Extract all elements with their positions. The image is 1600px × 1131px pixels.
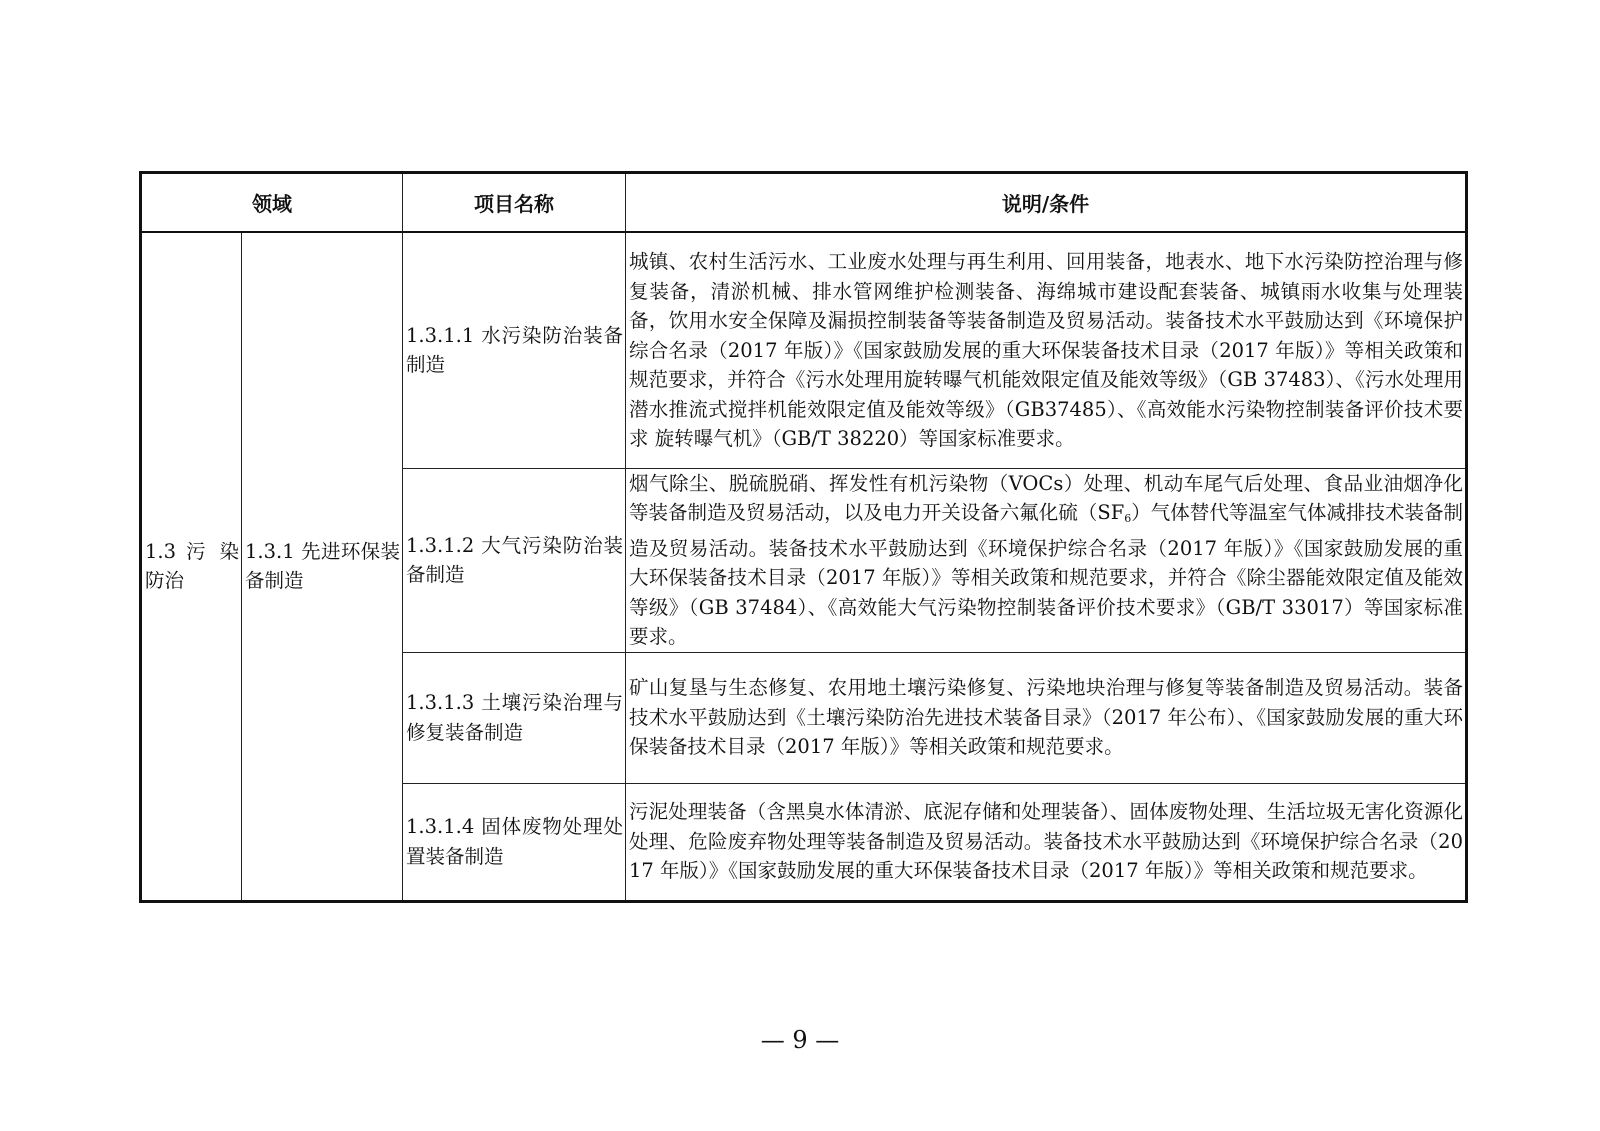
description-cell xyxy=(626,468,1467,652)
description-text-part2: ）气体替代等温室气体减排技术装备制造及贸易活动。装备技术水平鼓励达到《环境保护综合名录（2017 年版）》《国家鼓励发展的重大环保装备技术目录（2017 年版）》等相关政策和规范要求，并符合《除尘器能效限定值及能效等级》（GB 37484）、《高效能大气污染物控制装备评价技术要求》（GB/T 33017）等国家标准要求。 xyxy=(629,501,1463,648)
header-description: 说明/条件 xyxy=(626,173,1467,233)
project-name-cell: 1.3.1.2 大气污染防治装备制造 xyxy=(403,468,626,652)
table-row xyxy=(141,232,1467,468)
description-cell: 污泥处理装备（含黑臭水体清淤、底泥存储和处理装备）、固体废物处理、生活垃圾无害化资源化处理、危险废弃物处理等装备制造及贸易活动。装备技术水平鼓励达到《环境保护综合名录（2017 年版）》《国家鼓励发展的重大环保装备技术目录（2017 年版）》等相关政策和规范要求。 xyxy=(626,783,1467,901)
description-text-part1: 烟气除尘、脱硫脱硝、挥发性有机污染物（VOCs）处理、机动车尾气后处理、食品业油烟净化等装备制造及贸易活动，以及电力开关设备六氟化硫（SF xyxy=(629,471,1463,524)
project-name-cell: 1.3.1.1 水污染防治装备制造 xyxy=(403,232,626,468)
description-cell: 矿山复垦与生态修复、农用地土壤污染修复、污染地块治理与修复等装备制造及贸易活动。装备技术水平鼓励达到《土壤污染防治先进技术装备目录》（2017 年公布）、《国家鼓励发展的重大环保装备技术目录（2017 年版）》等相关政策和规范要求。 xyxy=(626,652,1467,783)
project-name-cell: 1.3.1.4 固体废物处理处置装备制造 xyxy=(403,783,626,901)
field-level2-cell: 1.3.1 先进环保装备制造 xyxy=(242,232,403,901)
field-level1-cell: 1.3 污 染防治 xyxy=(141,232,242,901)
description-cell: 城镇、农村生活污水、工业废水处理与再生利用、回用装备，地表水、地下水污染防控治理与修复装备，清淤机械、排水管网维护检测装备、海绵城市建设配套装备、城镇雨水收集与处理装备，饮用水安全保障及漏损控制装备等装备制造及贸易活动。装备技术水平鼓励达到《环境保护综合名录（2017 年版）》《国家鼓励发展的重大环保装备技术目录（2017 年版）》等相关政策和规范要求，并符合《污水处理用旋转曝气机能效限定值及能效等级》（GB 37483）、《污水处理用潜水推流式搅拌机能效限定值及能效等级》（GB37485）、《高效能水污染物控制装备评价技术要求 旋转曝气机》（GB/T 38220）等国家标准要求。 xyxy=(626,232,1467,468)
table-header-row xyxy=(141,173,1467,233)
catalog-table xyxy=(139,171,1468,903)
header-field: 领域 xyxy=(141,173,403,233)
page-number: — 9 — xyxy=(760,1026,840,1054)
project-name-cell: 1.3.1.3 土壤污染治理与修复装备制造 xyxy=(403,652,626,783)
subscript-text: 6 xyxy=(1124,512,1132,525)
header-project-name: 项目名称 xyxy=(403,173,626,233)
